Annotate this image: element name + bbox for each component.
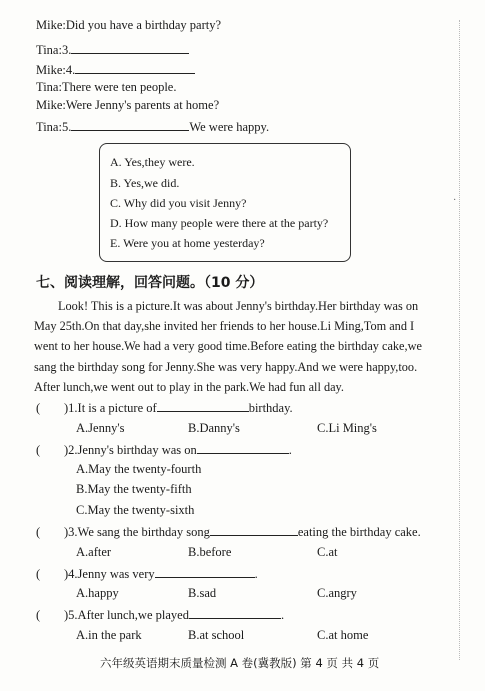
question-blank[interactable] — [189, 607, 281, 619]
question-3 — [36, 524, 421, 540]
margin-mark: · — [453, 195, 457, 206]
dialogue-text: 4. — [65, 63, 76, 77]
answer-paren[interactable]: ( — [36, 525, 41, 539]
passage-line-3: went to her house.We had a very good time.Before eating the birthday cake,we — [34, 339, 422, 353]
q4-choice-a: A.happy — [76, 586, 119, 600]
q5-choice-a: A.in the park — [76, 628, 142, 642]
passage-line-5: After lunch,we went out to play in the park.We had fun all day. — [34, 380, 344, 394]
question-text: )1.It is a picture of — [64, 401, 157, 415]
q1-choice-a: A.Jenny's — [76, 421, 125, 435]
option-a: A. Yes,they were. — [110, 155, 195, 169]
passage-line-2: May 25th.On that day,she invited her friends to her house.Li Ming,Tom and I — [34, 319, 415, 333]
q4-choice-c: C.angry — [317, 586, 357, 600]
speaker: Tina: — [36, 43, 62, 57]
option-b: B. Yes,we did. — [110, 176, 180, 190]
question-4 — [36, 566, 258, 582]
dialogue-line-5 — [36, 98, 219, 113]
page-footer: 六年级英语期末质量检测 A 卷(冀教版) 第 4 页 共 4 页 — [100, 656, 380, 670]
question-text: . — [254, 567, 258, 581]
question-text: . — [280, 608, 285, 622]
speaker: Mike: — [36, 98, 66, 112]
speaker: Tina: — [36, 120, 62, 134]
option-d: D. How many people were there at the party? — [110, 216, 329, 230]
dialogue-text: 5. — [61, 120, 72, 134]
question-5 — [36, 607, 284, 623]
q2-choice-a: A.May the twenty-fourth — [76, 462, 202, 476]
margin-dotted-line — [459, 20, 461, 660]
speaker: Tina: — [36, 80, 62, 94]
answer-blank-3[interactable] — [71, 42, 189, 54]
question-blank[interactable] — [155, 566, 255, 578]
question-2 — [36, 442, 292, 458]
speaker: Mike: — [36, 18, 66, 32]
question-text: )4.Jenny was very — [64, 567, 155, 581]
q3-choice-c: C.at — [317, 545, 338, 559]
answer-blank-5[interactable] — [71, 119, 189, 131]
section-title: 七、阅读理解，回答问题。（10 分） — [36, 275, 264, 291]
dialogue-line-4 — [36, 80, 176, 95]
q2-choice-c: C.May the twenty-sixth — [76, 503, 195, 517]
question-text: birthday. — [248, 401, 293, 415]
dialogue-line-1 — [36, 18, 221, 33]
passage-line-4: sang the birthday song for Jenny.She was very happy.And we were happy,too. — [34, 360, 418, 374]
dialogue-line-6 — [36, 119, 269, 135]
q4-choice-b: B.sad — [188, 586, 217, 600]
dialogue-text: Were Jenny's parents at home? — [65, 98, 220, 112]
answer-paren[interactable]: ( — [36, 608, 41, 622]
question-text: eating the birthday cake. — [297, 525, 421, 539]
q3-choice-b: B.before — [188, 545, 232, 559]
dialogue-text: We were happy. — [189, 120, 270, 134]
speaker: Mike: — [36, 63, 66, 77]
passage-line-1: Look! This is a picture.It was about Jenny's birthday.Her birthday was on — [58, 299, 419, 313]
question-text: )3.We sang the birthday song — [64, 525, 210, 539]
option-c: C. Why did you visit Jenny? — [110, 196, 247, 210]
dialogue-line-3 — [36, 62, 195, 78]
question-text: )5.After lunch,we played — [64, 608, 189, 622]
question-blank[interactable] — [157, 400, 249, 412]
q1-choice-b: B.Danny's — [188, 421, 240, 435]
q5-choice-c: C.at home — [317, 628, 369, 642]
dialogue-text: 3. — [61, 43, 72, 57]
question-blank[interactable] — [197, 442, 289, 454]
q2-choice-b: B.May the twenty-fifth — [76, 482, 192, 496]
q1-choice-c: C.Li Ming's — [317, 421, 377, 435]
question-text: )2.Jenny's birthday was on — [64, 443, 197, 457]
question-blank[interactable] — [210, 524, 298, 536]
q3-choice-a: A.after — [76, 545, 112, 559]
question-text: . — [288, 443, 292, 457]
question-1 — [36, 400, 293, 416]
option-e: E. Were you at home yesterday? — [110, 236, 265, 250]
answer-blank-4[interactable] — [75, 62, 195, 74]
dialogue-line-2 — [36, 42, 189, 58]
dialogue-text: Did you have a birthday party? — [65, 18, 222, 32]
answer-paren[interactable]: ( — [36, 401, 41, 415]
answer-paren[interactable]: ( — [36, 567, 41, 581]
answer-paren[interactable]: ( — [36, 443, 41, 457]
q5-choice-b: B.at school — [188, 628, 245, 642]
dialogue-text: There were ten people. — [61, 80, 177, 94]
